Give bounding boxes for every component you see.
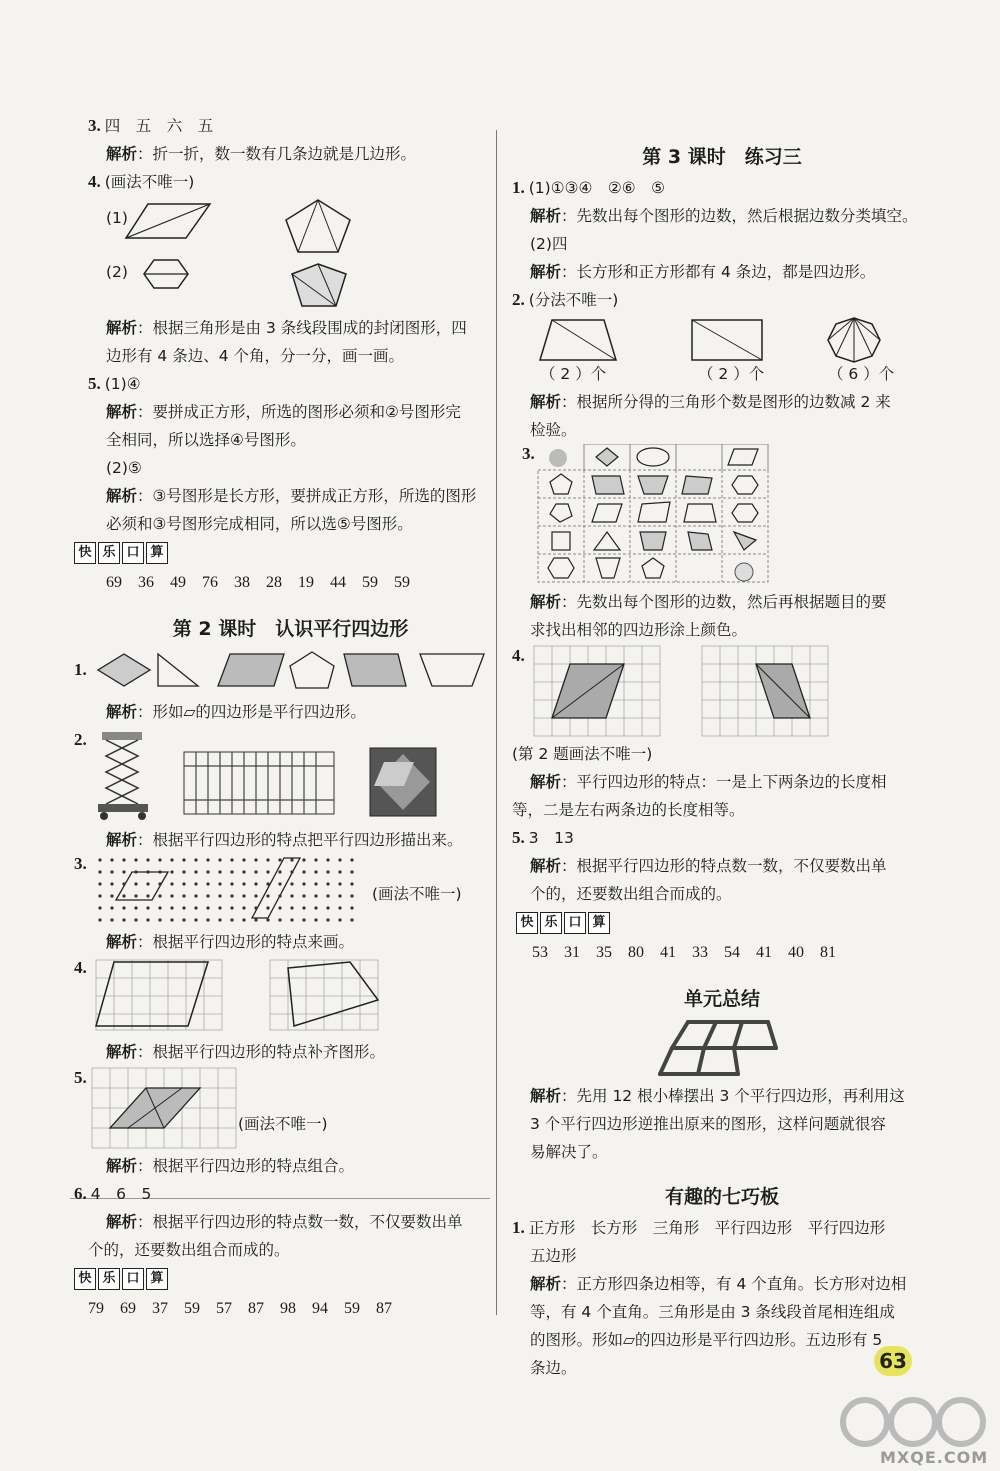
grid-dot [158,894,161,897]
grid-dot [350,882,353,885]
grid-dot [98,906,101,909]
r-q3-explanation-1: 解析：先数出每个图形的边数，然后再根据题目的要 [530,593,887,611]
l2q6-answer: 6. 4 6 5 [74,1184,152,1203]
grid-dot [194,894,197,897]
grid-dot [278,918,281,921]
grid-dot [242,858,245,861]
grid-dot [266,882,269,885]
grid-dot [302,858,305,861]
grid-dot [98,858,101,861]
r-q4-grids [512,644,932,740]
grid-dot [314,918,317,921]
grid-dot [266,870,269,873]
grid-dot [230,918,233,921]
grid-dot [158,906,161,909]
r-q5-explanation-1: 解析：根据平行四边形的特点数一数，不仅要数出单 [530,857,887,875]
l2q6-explanation-1: 解析：根据平行四边形的特点数一数，不仅要数出单 [106,1213,463,1231]
grid-dot [98,870,101,873]
grid-dot [314,882,317,885]
grid-dot [218,918,221,921]
right-column [512,140,932,1382]
kuaile-kousuan-badge-2: 快 乐 口 算 [74,1268,493,1290]
page-number: 63 [874,1346,912,1376]
l2q1-figure: 1. [88,646,493,698]
grid-dot [206,870,209,873]
grid-dot [98,894,101,897]
grid-dot [230,870,233,873]
grid-dot [242,918,245,921]
grid-dot [350,858,353,861]
grid-dot [326,918,329,921]
grid-dot [134,894,137,897]
l2q4-explanation: 解析：根据平行四边形的特点补齐图形。 [106,1043,386,1061]
grid-dot [278,906,281,909]
grid-dot [314,870,317,873]
r-q2-explanation-2: 检验。 [530,421,577,439]
q4-header: 4. (画法不唯一) [88,172,195,191]
l2q5-grid [88,1066,288,1152]
grid-dot [122,882,125,885]
grid-dot [302,870,305,873]
grid-dot [158,882,161,885]
grid-dot [254,906,257,909]
grid-dot [326,906,329,909]
grid-dot [254,870,257,873]
t1-explanation-4: 条边。 [530,1359,577,1377]
grid-dot [98,918,101,921]
grid-dot [158,918,161,921]
grid-dot [278,894,281,897]
grid-dot [206,918,209,921]
grid-dot [326,882,329,885]
q4-figure: (1) (2) [88,196,493,314]
r-q1-answer-1: 1. (1)①③④ ②⑥ ⑤ [512,178,666,197]
grid-dot [314,858,317,861]
grid-dot [170,906,173,909]
grid-dot [98,882,101,885]
stick-figure [512,1016,932,1082]
grid-dot [266,918,269,921]
r-q1-explanation-2: 解析：长方形和正方形都有 4 条边，都是四边形。 [530,263,876,281]
grid-dot [122,918,125,921]
grid-dot [170,918,173,921]
grid-dot [242,882,245,885]
l2q5-figure: 5. (画法不唯一) [88,1066,493,1152]
l2q6-explanation-2: 个的，还要数出组合而成的。 [88,1241,290,1259]
watermark-text: MXQE.COM [880,1448,989,1467]
q4-explanation-2: 边形有 4 条边、4 个角，分一分，画一画。 [106,347,405,365]
grid-dot [158,858,161,861]
grid-dot [170,894,173,897]
grid-dot [218,870,221,873]
grid-dot [290,870,293,873]
grid-dot [254,858,257,861]
grid-dot [182,894,185,897]
grid-dot [206,906,209,909]
grid-dot [350,918,353,921]
grid-dot [338,906,341,909]
unit-summary-title: 单元总结 [683,988,760,1010]
grid-dot [134,918,137,921]
mental-math-answers-1: 69 36 49 76 38 28 19 44 59 59 [106,574,411,591]
mental-math-answers-3: 53 31 35 80 41 33 54 41 40 81 [532,944,837,961]
grid-dot [290,894,293,897]
grid-dot [182,918,185,921]
grid-dot [314,906,317,909]
grid-dot [242,906,245,909]
grid-dot [122,858,125,861]
grid-dot [230,858,233,861]
grid-dot [182,870,185,873]
grid-dot [350,870,353,873]
q5-explanation-1: 解析：要拼成正方形，所选的图形必须和②号图形完 [106,403,461,421]
grid-dot [338,858,341,861]
grid-dot [158,870,161,873]
grid-dot [326,870,329,873]
q5-explanation-4: 必须和③号图形完成相同，所以选⑤号图形。 [106,515,413,533]
r-q1-explanation-1: 解析：先数出每个图形的边数，然后根据边数分类填空。 [530,207,918,225]
grid-dot [146,918,149,921]
r-q5-explanation-2: 个的，还要数出组合而成的。 [530,885,732,903]
q5-answer-1: 5. (1)④ [88,374,141,393]
l2q3-dot-grid [88,854,368,928]
q4-explanation-1: 解析：根据三角形是由 3 条线段围成的封闭图形，四 [106,319,467,337]
r-q3-explanation-2: 求找出相邻的四边形涂上颜色。 [530,621,748,639]
r-q3-shape-table [512,444,932,588]
grid-dot [350,894,353,897]
grid-dot [302,906,305,909]
r-q2-explanation-1: 解析：根据所分得的三角形个数是图形的边数减 2 来 [530,393,891,411]
tangram-title: 有趣的七巧板 [664,1186,779,1208]
r-q2-figure: （ 2 ）个 （ 2 ）个 （ 6 ）个 [512,314,932,388]
grid-dot [110,894,113,897]
grid-dot [206,894,209,897]
unit-explanation-1: 解析：先用 12 根小棒摆出 3 个平行四边形，再利用这 [530,1087,905,1105]
grid-dot [242,894,245,897]
grid-dot [110,858,113,861]
grid-dot [218,906,221,909]
l2q3-explanation: 解析：根据平行四边形的特点来画。 [106,933,355,951]
grid-dot [134,870,137,873]
r-q5-answer: 5. 3 13 [512,828,574,847]
grid-dot [146,858,149,861]
grid-dot [146,906,149,909]
q5-explanation-3: 解析：③号图形是长方形，要拼成正方形，所选的图形 [106,487,477,505]
grid-dot [338,882,341,885]
grid-dot [338,870,341,873]
grid-dot [206,882,209,885]
grid-dot [110,906,113,909]
grid-dot [122,870,125,873]
grid-dot [170,882,173,885]
grid-dot [182,906,185,909]
grid-dot [326,858,329,861]
grid-dot [266,894,269,897]
grid-dot [278,858,281,861]
grid-dot [110,882,113,885]
lesson-3-title: 第 3 课时 练习三 [642,146,802,168]
t1-answer-2: 五边形 [530,1247,577,1265]
l2q4-grids [88,956,493,1038]
grid-dot [110,918,113,921]
grid-dot [302,894,305,897]
t1-answer-1: 1. 正方形 长方形 三角形 平行四边形 平行四边形 [512,1218,886,1237]
grid-dot [278,882,281,885]
q5-explanation-2: 全相同，所以选择④号图形。 [106,431,306,449]
grid-dot [122,894,125,897]
grid-dot [182,882,185,885]
grid-dot [122,906,125,909]
grid-dot [146,882,149,885]
grid-dot [230,894,233,897]
grid-dot [194,906,197,909]
t1-explanation-2: 等，有 4 个直角。三角形是由 3 条线段首尾相连组成 [530,1303,895,1321]
grid-dot [134,882,137,885]
grid-dot [290,918,293,921]
grid-dot [134,858,137,861]
grid-dot [254,882,257,885]
grid-dot [254,894,257,897]
lesson-2-title: 第 2 课时 认识平行四边形 [172,618,409,640]
grid-dot [290,858,293,861]
grid-dot [146,870,149,873]
r-q1-answer-2: (2)四 [530,235,568,253]
grid-dot [242,870,245,873]
l2q4-figure: 4. [88,956,493,1038]
q3-explanation: 解析：折一折，数一数有几条边就是几边形。 [106,145,417,163]
l2q2-figure: 2. [88,726,493,826]
l2q1-shapes [88,646,493,698]
unit-explanation-2: 3 个平行四边形逆推出原来的图形，这样问题就很容 [530,1115,886,1133]
grid-dot [194,870,197,873]
left-column [74,112,493,1324]
grid-dot [146,894,149,897]
l2q5-explanation: 解析：根据平行四边形的特点组合。 [106,1157,355,1175]
q5-answer-2: (2)⑤ [106,459,142,477]
grid-dot [218,882,221,885]
grid-dot [218,858,221,861]
grid-dot [218,894,221,897]
grid-dot [230,882,233,885]
grid-dot [134,906,137,909]
grid-dot [326,894,329,897]
grid-dot [338,918,341,921]
grid-dot [266,858,269,861]
column-divider [496,130,497,1315]
q3-answer: 3. 四 五 六 五 [88,116,214,135]
kuaile-kousuan-badge: 快 乐 口 算 [74,542,493,564]
q4-shapes [88,196,493,314]
r-q2-header: 2. (分法不唯一) [512,290,619,309]
unit-explanation-3: 易解决了。 [530,1143,608,1161]
t1-explanation-1: 解析：正方形四条边相等，有 4 个直角。长方形对边相 [530,1275,907,1293]
r-q4-explanation-1: 解析：平行四边形的特点：一是上下两条边的长度相 [530,773,887,791]
grid-dot [350,906,353,909]
grid-dot [110,870,113,873]
t1-explanation-3: 的图形。形如▱的四边形是平行四边形。五边形有 5 [530,1331,883,1349]
grid-dot [194,882,197,885]
grid-dot [278,870,281,873]
r-q4-figure: 4. [512,644,932,740]
r-q4-explanation-2: 等，二是左右两条边的长度相等。 [512,801,745,819]
l2q2-explanation: 解析：根据平行四边形的特点把平行四边形描出来。 [106,831,463,849]
grid-dot [290,882,293,885]
grid-dot [302,918,305,921]
l2q1-explanation: 解析：形如▱的四边形是平行四边形。 [106,703,366,721]
l2q2-pictures [88,726,493,826]
grid-dot [194,858,197,861]
grid-dot [266,906,269,909]
grid-dot [290,906,293,909]
kuaile-kousuan-badge-3: 快 乐 口 算 [516,912,932,934]
grid-dot [182,858,185,861]
grid-dot [170,858,173,861]
r-q3-figure: 3. [512,444,932,588]
l2q3-figure: 3. (画法不唯一) [88,854,493,928]
grid-dot [314,894,317,897]
grid-dot [206,858,209,861]
grid-dot [194,918,197,921]
r-q4-note: (第 2 题画法不唯一) [512,745,653,763]
stick-parallelograms [512,1016,932,1082]
grid-dot [170,870,173,873]
grid-dot [338,894,341,897]
mental-math-answers-2: 79 69 37 59 57 87 98 94 59 87 [88,1300,393,1317]
grid-dot [302,882,305,885]
grid-dot [254,918,257,921]
grid-dot [230,906,233,909]
